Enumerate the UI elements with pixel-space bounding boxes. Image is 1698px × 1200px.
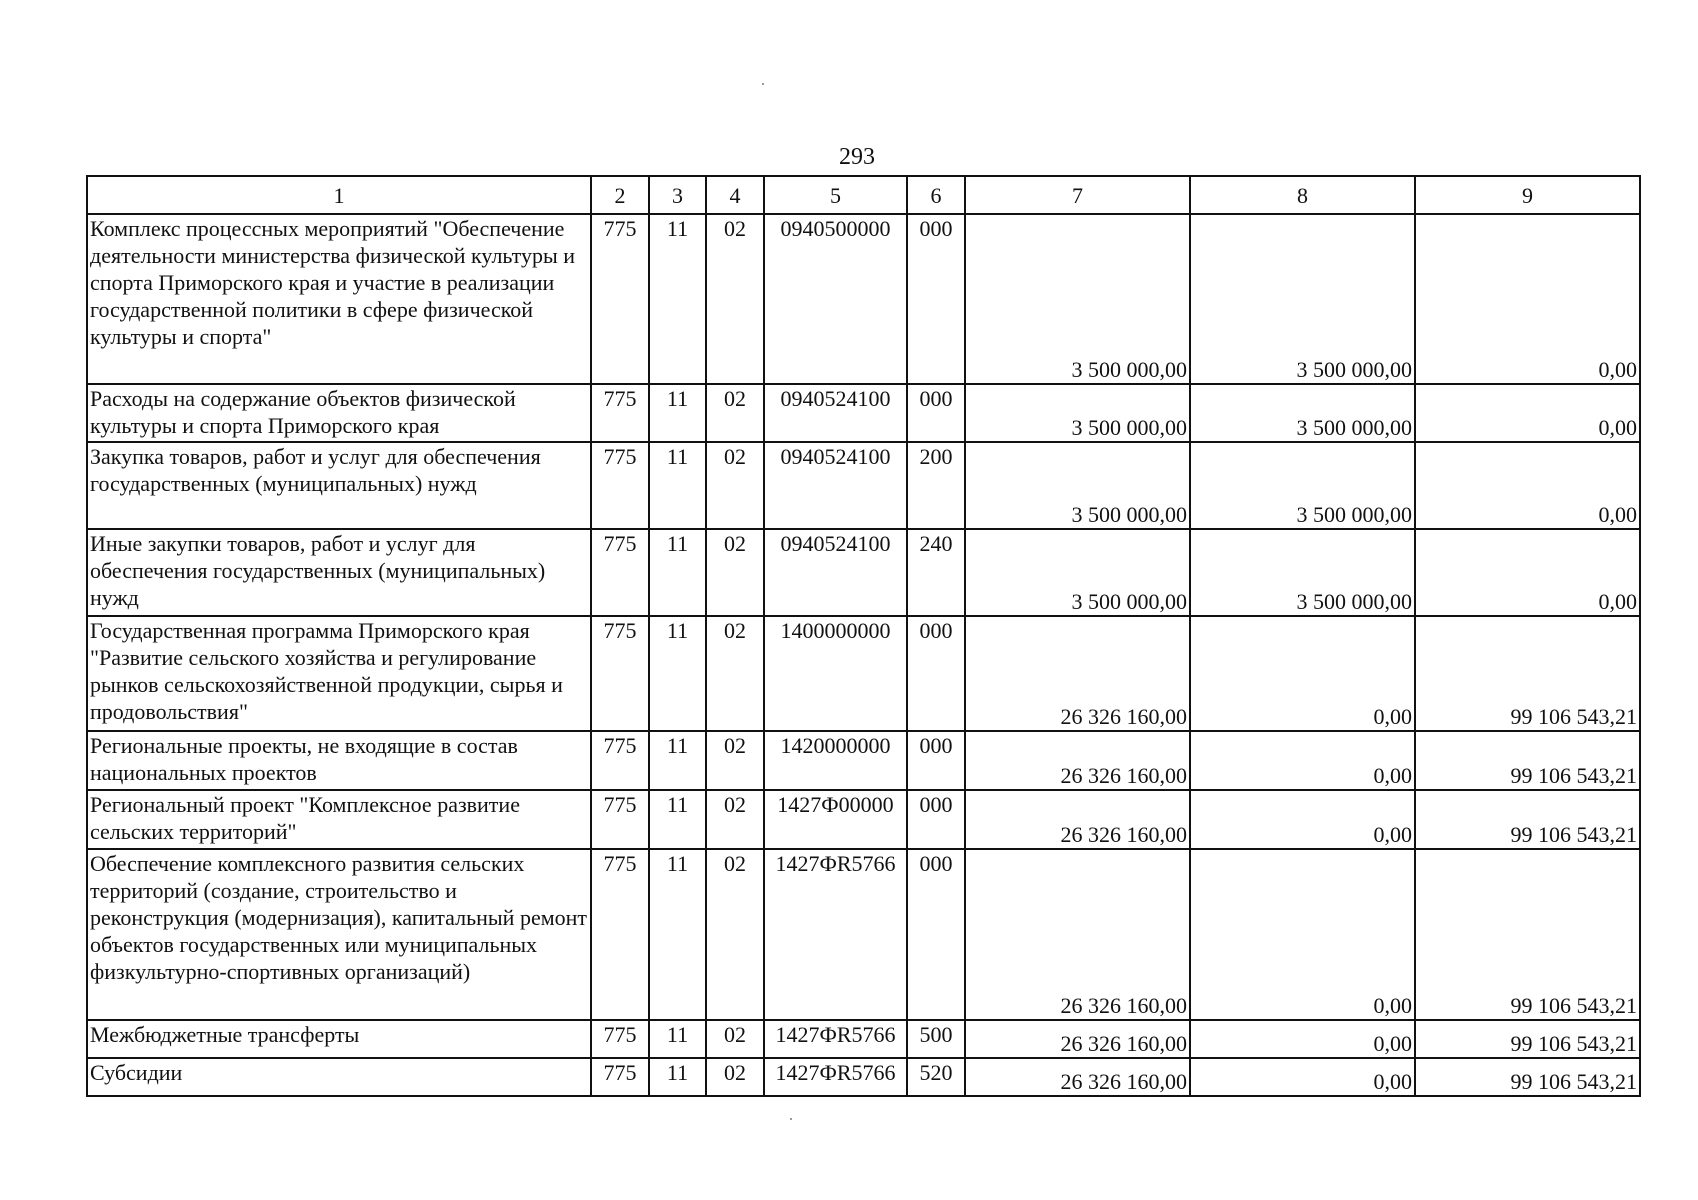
- budget-table: [86, 175, 1641, 1097]
- code-section: 11: [649, 616, 706, 731]
- table-row: [87, 214, 1640, 384]
- amount-col8: 0,00: [1190, 731, 1415, 790]
- code-section: 11: [649, 731, 706, 790]
- row-name: Межбюджетные трансферты: [87, 1020, 591, 1058]
- code-expense-type: 240: [907, 529, 965, 616]
- amount-col9: 0,00: [1415, 442, 1640, 529]
- table-row: [87, 731, 1640, 790]
- column-header: 1: [87, 176, 591, 214]
- code-expense-type: 000: [907, 384, 965, 442]
- code-gr: 775: [591, 616, 649, 731]
- code-section: 11: [649, 214, 706, 384]
- code-section: 11: [649, 529, 706, 616]
- code-target: 0940524100: [764, 442, 907, 529]
- table-row: [87, 384, 1640, 442]
- code-gr: 775: [591, 1058, 649, 1096]
- amount-col9: 0,00: [1415, 529, 1640, 616]
- code-target: 1420000000: [764, 731, 907, 790]
- code-expense-type: 000: [907, 790, 965, 849]
- code-gr: 775: [591, 529, 649, 616]
- code-gr: 775: [591, 214, 649, 384]
- amount-col8: 0,00: [1190, 616, 1415, 731]
- code-expense-type: 000: [907, 849, 965, 1020]
- amount-col7: 3 500 000,00: [965, 442, 1190, 529]
- amount-col8: 3 500 000,00: [1190, 529, 1415, 616]
- code-subsection: 02: [706, 442, 764, 529]
- amount-col9: 99 106 543,21: [1415, 616, 1640, 731]
- code-expense-type: 000: [907, 214, 965, 384]
- code-section: 11: [649, 384, 706, 442]
- column-header: 5: [764, 176, 907, 214]
- table-row: [87, 1058, 1640, 1096]
- amount-col8: 0,00: [1190, 849, 1415, 1020]
- code-gr: 775: [591, 442, 649, 529]
- table-row: [87, 1020, 1640, 1058]
- page-number: 293: [839, 144, 875, 170]
- code-expense-type: 000: [907, 731, 965, 790]
- code-target: 1400000000: [764, 616, 907, 731]
- scan-speck: [762, 83, 764, 85]
- code-target: 0940500000: [764, 214, 907, 384]
- code-expense-type: 000: [907, 616, 965, 731]
- amount-col7: 26 326 160,00: [965, 849, 1190, 1020]
- table-row: [87, 616, 1640, 731]
- code-target: 0940524100: [764, 529, 907, 616]
- code-gr: 775: [591, 1020, 649, 1058]
- column-header: 3: [649, 176, 706, 214]
- code-subsection: 02: [706, 214, 764, 384]
- row-name: Обеспечение комплексного развития сельских территорий (создание, строительство и реконструкция (модернизация), капитальный ремонт объектов государственных или муниципальных физкультурно-спортивных организаций): [87, 849, 591, 1020]
- table-row: [87, 790, 1640, 849]
- code-subsection: 02: [706, 790, 764, 849]
- code-target: 1427ФR5766: [764, 1020, 907, 1058]
- code-subsection: 02: [706, 616, 764, 731]
- row-name: Региональный проект "Комплексное развитие сельских территорий": [87, 790, 591, 849]
- code-subsection: 02: [706, 1020, 764, 1058]
- table-row: [87, 442, 1640, 529]
- code-subsection: 02: [706, 731, 764, 790]
- column-header: 8: [1190, 176, 1415, 214]
- code-gr: 775: [591, 849, 649, 1020]
- row-name: Государственная программа Приморского края "Развитие сельского хозяйства и регулирование рынков сельскохозяйственной продукции, сырья и продовольствия": [87, 616, 591, 731]
- amount-col9: 99 106 543,21: [1415, 1020, 1640, 1058]
- code-target: 1427Ф00000: [764, 790, 907, 849]
- amount-col9: 0,00: [1415, 214, 1640, 384]
- code-subsection: 02: [706, 849, 764, 1020]
- amount-col9: 0,00: [1415, 384, 1640, 442]
- amount-col8: 3 500 000,00: [1190, 442, 1415, 529]
- code-gr: 775: [591, 790, 649, 849]
- header-row: [87, 176, 1640, 214]
- amount-col7: 26 326 160,00: [965, 616, 1190, 731]
- column-header: 6: [907, 176, 965, 214]
- amount-col9: 99 106 543,21: [1415, 849, 1640, 1020]
- row-name: Комплекс процессных мероприятий "Обеспечение деятельности министерства физической культуры и спорта Приморского края и участие в реализации государственной политики в сфере физической культуры и спорта": [87, 214, 591, 384]
- row-name: Иные закупки товаров, работ и услуг для обеспечения государственных (муниципальных) нужд: [87, 529, 591, 616]
- amount-col8: 3 500 000,00: [1190, 214, 1415, 384]
- row-name: Расходы на содержание объектов физической культуры и спорта Приморского края: [87, 384, 591, 442]
- column-header: 7: [965, 176, 1190, 214]
- code-expense-type: 200: [907, 442, 965, 529]
- code-subsection: 02: [706, 1058, 764, 1096]
- amount-col7: 26 326 160,00: [965, 731, 1190, 790]
- amount-col7: 3 500 000,00: [965, 529, 1190, 616]
- row-name: Региональные проекты, не входящие в состав национальных проектов: [87, 731, 591, 790]
- column-header: 2: [591, 176, 649, 214]
- code-section: 11: [649, 1058, 706, 1096]
- code-target: 0940524100: [764, 384, 907, 442]
- code-section: 11: [649, 849, 706, 1020]
- code-section: 11: [649, 1020, 706, 1058]
- amount-col9: 99 106 543,21: [1415, 1058, 1640, 1096]
- amount-col7: 26 326 160,00: [965, 790, 1190, 849]
- amount-col9: 99 106 543,21: [1415, 790, 1640, 849]
- amount-col8: 3 500 000,00: [1190, 384, 1415, 442]
- code-subsection: 02: [706, 384, 764, 442]
- code-target: 1427ФR5766: [764, 849, 907, 1020]
- column-header: 9: [1415, 176, 1640, 214]
- code-section: 11: [649, 442, 706, 529]
- code-expense-type: 520: [907, 1058, 965, 1096]
- row-name: Субсидии: [87, 1058, 591, 1096]
- table-row: [87, 849, 1640, 1020]
- amount-col7: 3 500 000,00: [965, 384, 1190, 442]
- code-expense-type: 500: [907, 1020, 965, 1058]
- code-target: 1427ФR5766: [764, 1058, 907, 1096]
- code-section: 11: [649, 790, 706, 849]
- table-row: [87, 529, 1640, 616]
- row-name: Закупка товаров, работ и услуг для обеспечения государственных (муниципальных) нужд: [87, 442, 591, 529]
- code-gr: 775: [591, 731, 649, 790]
- amount-col9: 99 106 543,21: [1415, 731, 1640, 790]
- code-subsection: 02: [706, 529, 764, 616]
- amount-col8: 0,00: [1190, 1058, 1415, 1096]
- amount-col7: 26 326 160,00: [965, 1058, 1190, 1096]
- amount-col8: 0,00: [1190, 1020, 1415, 1058]
- scan-speck: [790, 1118, 792, 1120]
- code-gr: 775: [591, 384, 649, 442]
- amount-col8: 0,00: [1190, 790, 1415, 849]
- amount-col7: 26 326 160,00: [965, 1020, 1190, 1058]
- column-header: 4: [706, 176, 764, 214]
- amount-col7: 3 500 000,00: [965, 214, 1190, 384]
